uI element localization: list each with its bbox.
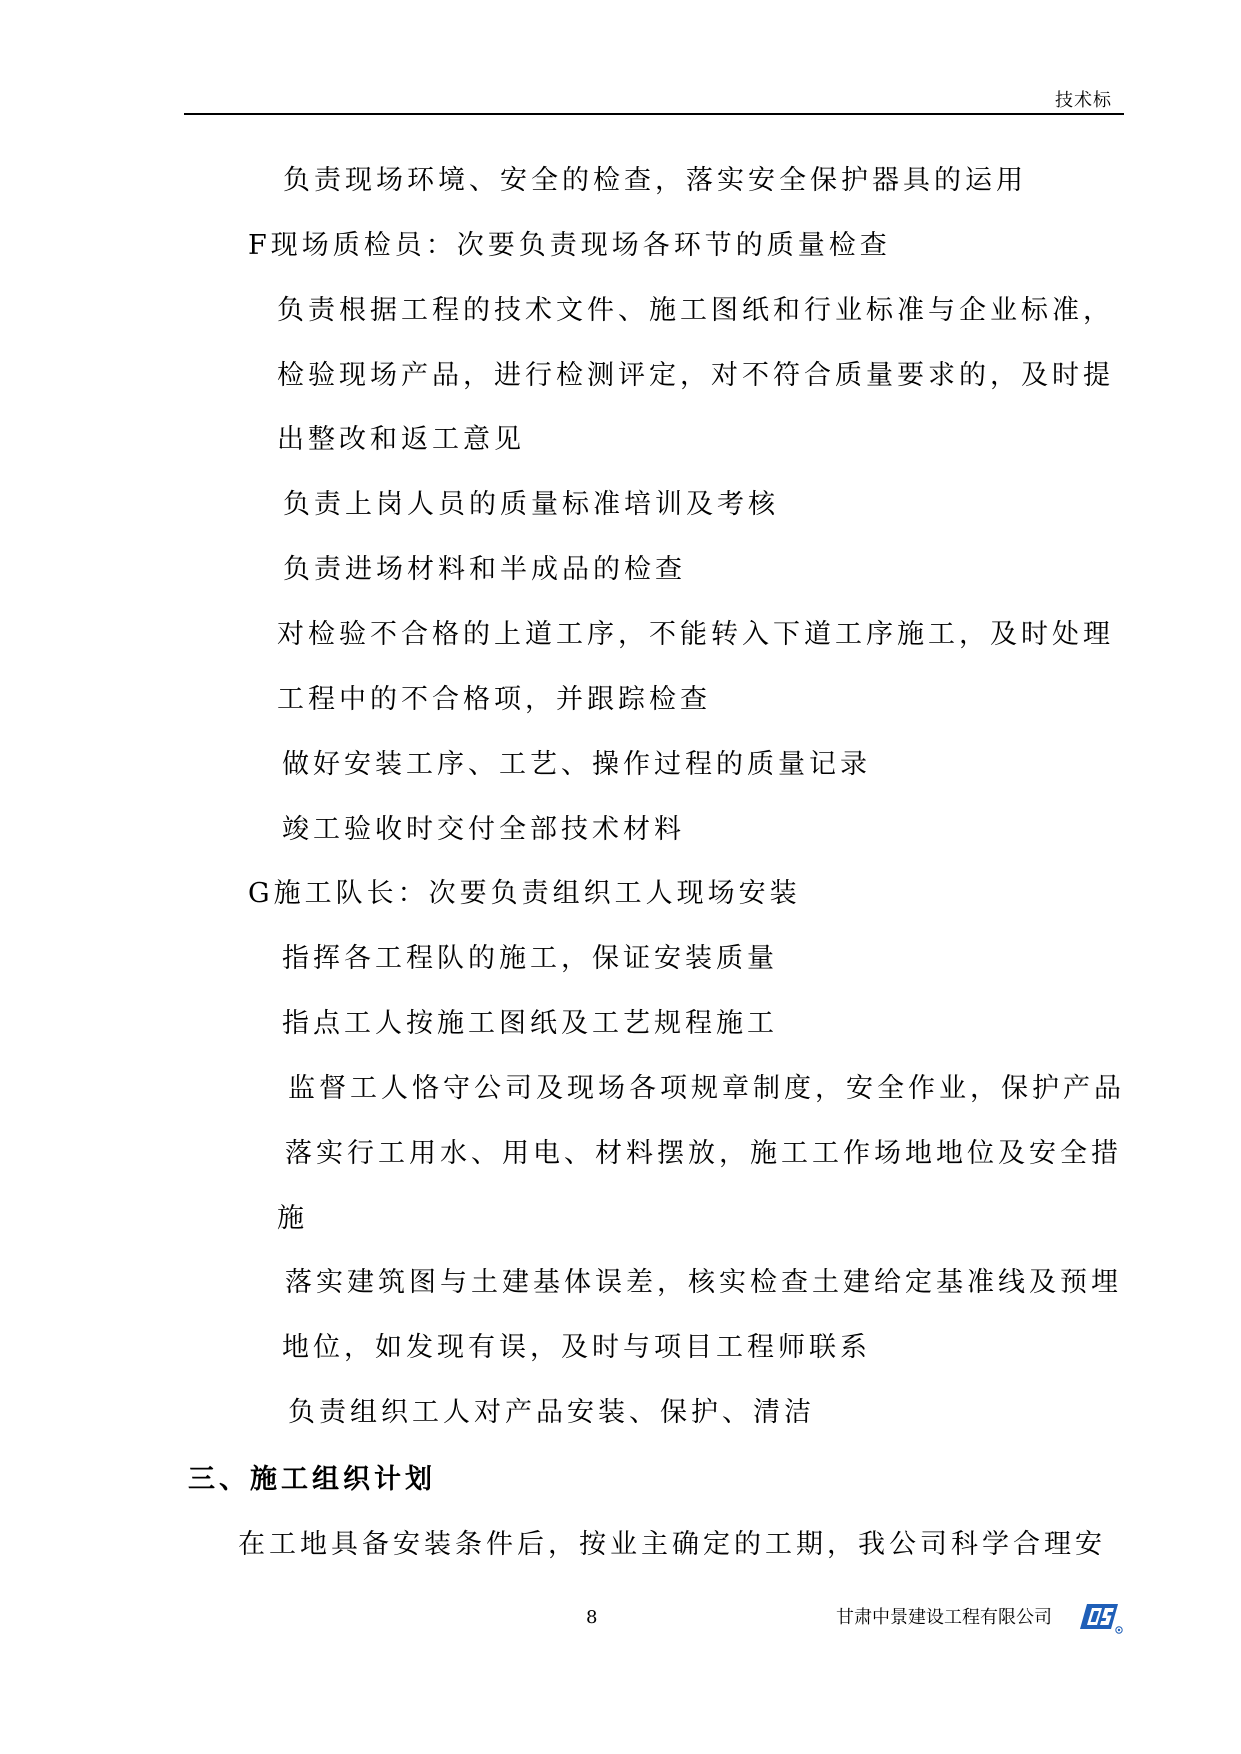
body-line: 工程中的不合格项，并跟踪检查 <box>277 684 711 715</box>
body-line: 负责组织工人对产品安装、保护、清洁 <box>288 1397 815 1428</box>
header-title: 技术标 <box>1055 90 1112 111</box>
body-line: 做好安装工序、工艺、操作过程的质量记录 <box>282 749 871 780</box>
body-line: 落实建筑图与土建基体误差，核实检查土建给定基准线及预埋 <box>285 1267 1122 1298</box>
section-heading: 三、施工组织计划 <box>188 1464 436 1495</box>
company-logo-icon <box>1078 1601 1124 1635</box>
body-line: 负责上岗人员的质量标准培训及考核 <box>283 489 779 520</box>
body-line: 施 <box>277 1203 308 1234</box>
body-line: 负责进场材料和半成品的检查 <box>283 554 686 585</box>
body-line: 指点工人按施工图纸及工艺规程施工 <box>282 1008 778 1039</box>
body-line: 落实行工用水、用电、材料摆放，施工工作场地地位及安全措 <box>285 1138 1122 1169</box>
body-line: 出整改和返工意见 <box>277 424 525 455</box>
body-line: F现场质检员：次要负责现场各环节的质量检查 <box>248 230 891 261</box>
page-number: 8 <box>586 1607 598 1628</box>
body-line: 监督工人恪守公司及现场各项规章制度，安全作业，保护产品 <box>288 1073 1125 1104</box>
body-line: 地位，如发现有误，及时与项目工程师联系 <box>282 1332 871 1363</box>
body-line: 在工地具备安装条件后，按业主确定的工期，我公司科学合理安 <box>238 1529 1106 1560</box>
body-line: 指挥各工程队的施工，保证安装质量 <box>282 943 778 974</box>
body-line: 负责现场环境、安全的检查，落实安全保护器具的运用 <box>283 165 1027 196</box>
body-line: 检验现场产品，进行检测评定，对不符合质量要求的，及时提 <box>277 360 1114 391</box>
body-line: 对检验不合格的上道工序，不能转入下道工序施工，及时处理 <box>277 619 1114 650</box>
header-rule <box>184 113 1124 115</box>
body-line: 负责根据工程的技术文件、施工图纸和行业标准与企业标准， <box>277 295 1114 326</box>
company-name: 甘肃中景建设工程有限公司 <box>836 1607 1052 1628</box>
body-line: G施工队长：次要负责组织工人现场安装 <box>248 878 801 909</box>
body-line: 竣工验收时交付全部技术材料 <box>282 814 685 845</box>
